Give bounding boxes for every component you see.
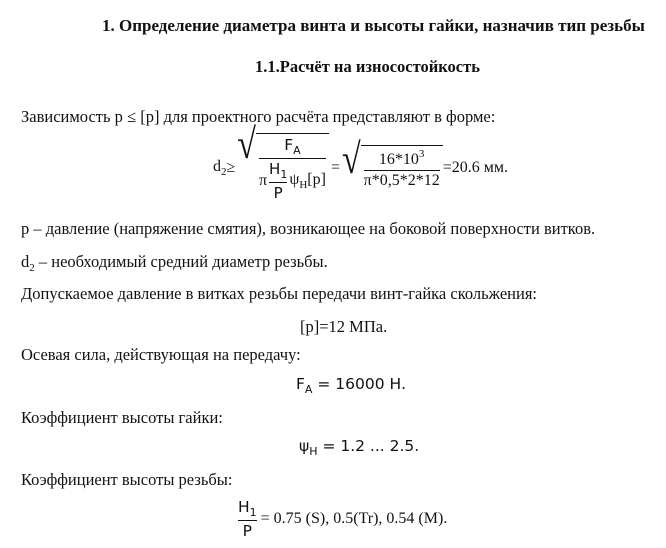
def-p: p – давление (напряжение смятия), возникающее на боковой поверхности витков.: [21, 219, 596, 238]
subsection-title: 1.1.Расчёт на износостойкость: [255, 57, 480, 76]
design-formula: [213, 121, 508, 202]
general-fraction: $F_A$ π $H_1$ P $\psi_H[p]$: [258, 136, 326, 202]
axial-force-text: Осевая сила, действующая на передачу:: [21, 345, 301, 364]
lhs-d2: $d_2$: [213, 157, 227, 178]
sqrt-general: √ $F_A$ π $H_1$ P $\psi_H[p]$: [237, 133, 329, 202]
result: =20.6 мм.: [442, 158, 508, 176]
equals-sign: =: [330, 158, 340, 176]
thread-height-coef-text: Коэффициент высоты резьбы:: [21, 470, 233, 489]
psi-value: $\psi_H = 1.2$ ... 2.5.: [299, 437, 420, 458]
intro-text: Зависимость p ≤ [p] для проектного расчёта представляют в форме:: [21, 107, 496, 126]
axial-force-value: $F_A = 16000$ Н.: [296, 375, 407, 396]
section-title: 1. Определение диаметра винта и высоты гайки, назначив тип резьбы: [102, 16, 645, 35]
ge-sign: ≥: [226, 158, 236, 176]
nut-height-coef-text: Коэффициент высоты гайки:: [21, 408, 223, 427]
pressure-value: [p]=12 МПа.: [300, 317, 388, 336]
allowed-pressure-text: Допускаемое давление в витках резьбы передачи винт-гайка скольжения:: [21, 284, 538, 303]
sqrt-numeric: √ $\frac{16*10^3}{\pi*0,5*2*12}$: [342, 145, 443, 190]
numeric-fraction: $\frac{16*10^3}{\pi*0,5*2*12}$: [363, 148, 440, 189]
h-ratio-value: $H_1$ P = 0.75 (S), 0.5(Tr), 0.54 (M).: [238, 498, 448, 540]
def-d2: $d_2$ – необходимый средний диаметр резьбы.: [21, 252, 328, 274]
